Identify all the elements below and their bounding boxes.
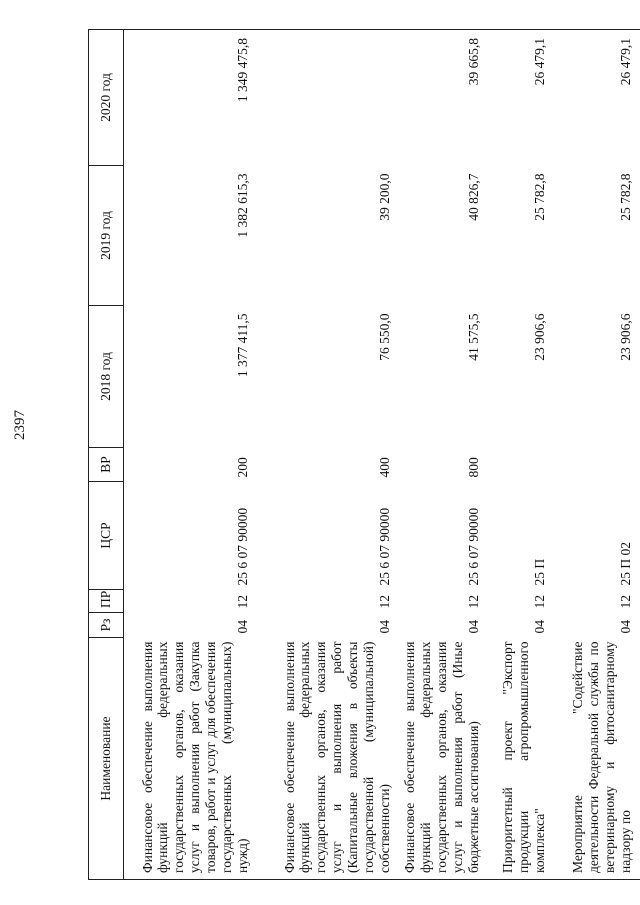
row-rz: 04 (235, 620, 251, 634)
table-row (124, 30, 258, 880)
header-name: Наименование (89, 638, 124, 880)
row-name: Приоритетный проект "Экспорт продукции агропромышленного комплекса" (488, 638, 554, 880)
row-vr (554, 448, 640, 482)
row-2019: 40 826,7 (466, 173, 482, 221)
page-number: 2397 (12, 410, 28, 440)
header-2019: 2019 год (89, 166, 124, 306)
row-2018: 23 906,6 (618, 313, 634, 361)
row-csr: 25 П 02 (618, 542, 634, 586)
row-2018: 76 550,0 (377, 313, 393, 361)
table-row (488, 30, 554, 880)
header-rz: Рз (89, 613, 124, 638)
row-2020: 26 479,1 (488, 30, 554, 166)
row-pr: 12 (377, 595, 393, 609)
row-2018: 41 575,5 (466, 313, 482, 361)
header-2020: 2020 год (89, 30, 124, 166)
row-pr: 12 (466, 595, 482, 609)
table-row (554, 30, 640, 880)
row-pr: 12 (532, 595, 548, 609)
row-rz: 04 (532, 620, 548, 634)
row-2020: 1 349 475,8 (124, 30, 258, 166)
row-pr: 12 (235, 595, 251, 609)
row-csr: 25 6 07 90000 (377, 507, 393, 586)
row-vr: 800 (466, 457, 482, 478)
table-row (257, 30, 399, 880)
rotated-page-content (88, 30, 634, 880)
row-csr: 25 6 07 90000 (235, 507, 251, 586)
row-vr (488, 448, 554, 482)
row-name: Финансовое обеспечение выполнения функций федеральных государственных органов, оказания услуг и выполнения работ (Иные бюджетные ассигнования) (399, 638, 488, 880)
row-2020 (257, 30, 399, 166)
header-2018: 2018 год (89, 306, 124, 448)
row-csr: 25 6 07 90000 (466, 507, 482, 586)
table-header-row (89, 30, 124, 880)
row-2018: 23 906,6 (532, 313, 548, 361)
row-name: Финансовое обеспечение выполнения функций федеральных государственных органов, оказания услуг и выполнения работ (Капитальные вложения в объекты государственной (муниципальной) собственности) (257, 638, 399, 880)
row-vr: 400 (377, 457, 393, 478)
header-csr: ЦСР (89, 482, 124, 590)
row-2020: 39 665,8 (399, 30, 488, 166)
row-pr: 12 (618, 595, 634, 609)
row-2018: 1 377 411,5 (235, 313, 251, 378)
row-2019: 25 782,8 (618, 173, 634, 221)
table-row (399, 30, 488, 880)
row-vr: 200 (235, 457, 251, 478)
row-2020: 26 479,1 (554, 30, 640, 166)
header-vr: ВР (89, 448, 124, 482)
row-2019: 39 200,0 (377, 173, 393, 221)
row-2019: 25 782,8 (532, 173, 548, 221)
header-pr: ПР (89, 590, 124, 613)
row-2019: 1 382 615,3 (235, 173, 251, 238)
budget-table (88, 29, 640, 880)
row-rz: 04 (618, 620, 634, 634)
row-name: Финансовое обеспечение выполнения функций федеральных государственных органов, оказания услуг и выполнения работ (Закупка товаров, работ и услуг для обеспечения государственных (муниципальных) нужд) (124, 638, 258, 880)
row-name: Мероприятие "Содействие деятельности Федеральной службы по ветеринарному и фитосанитарному надзору по (554, 638, 640, 880)
row-csr: 25 П (532, 558, 548, 586)
row-rz: 04 (466, 620, 482, 634)
row-rz: 04 (377, 620, 393, 634)
